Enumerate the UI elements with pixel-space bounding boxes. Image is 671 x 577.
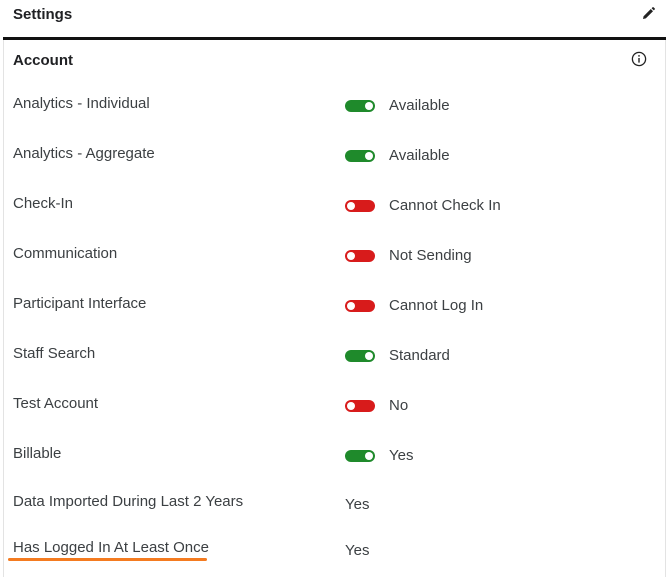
toggle-knob [347, 202, 355, 210]
setting-label-communication: Communication [13, 245, 118, 262]
setting-value-data-imported: Yes [345, 496, 370, 513]
toggle-knob [365, 352, 373, 360]
toggle-check-in[interactable] [345, 200, 375, 212]
setting-label-analytics-individual: Analytics - Individual [13, 95, 150, 112]
toggle-analytics-individual[interactable] [345, 100, 375, 112]
setting-value-has-logged-in: Yes [345, 542, 370, 559]
toggle-test-account[interactable] [345, 400, 375, 412]
setting-value-analytics-individual: Available [389, 97, 450, 114]
setting-label-billable: Billable [13, 445, 62, 462]
setting-value-staff-search: Standard [389, 347, 450, 364]
toggle-knob [347, 402, 355, 410]
toggle-knob [365, 152, 373, 160]
toggle-knob [347, 302, 355, 310]
toggle-staff-search[interactable] [345, 350, 375, 362]
setting-label-participant-interface: Participant Interface [13, 295, 147, 312]
setting-label-test-account: Test Account [13, 395, 99, 412]
toggle-knob [365, 102, 373, 110]
highlight-underline [8, 558, 207, 561]
toggle-billable[interactable] [345, 450, 375, 462]
page-title: Settings [13, 6, 73, 23]
toggle-communication[interactable] [345, 250, 375, 262]
setting-label-check-in: Check-In [13, 195, 74, 212]
pencil-icon[interactable] [640, 6, 656, 22]
setting-label-staff-search: Staff Search [13, 345, 96, 362]
toggle-knob [347, 252, 355, 260]
setting-label-analytics-aggregate: Analytics - Aggregate [13, 145, 155, 162]
setting-value-communication: Not Sending [389, 247, 472, 264]
toggle-knob [365, 452, 373, 460]
setting-value-check-in: Cannot Check In [389, 197, 501, 214]
setting-label-has-logged-in: Has Logged In At Least Once [13, 539, 209, 556]
setting-value-test-account: No [389, 397, 409, 414]
toggle-participant-interface[interactable] [345, 300, 375, 312]
section-title: Account [13, 52, 73, 69]
setting-value-billable: Yes [389, 447, 414, 464]
toggle-analytics-aggregate[interactable] [345, 150, 375, 162]
settings-header [0, 0, 671, 38]
info-icon[interactable] [631, 51, 647, 67]
setting-value-participant-interface: Cannot Log In [389, 297, 484, 314]
setting-value-analytics-aggregate: Available [389, 147, 450, 164]
setting-label-data-imported: Data Imported During Last 2 Years [13, 493, 244, 510]
